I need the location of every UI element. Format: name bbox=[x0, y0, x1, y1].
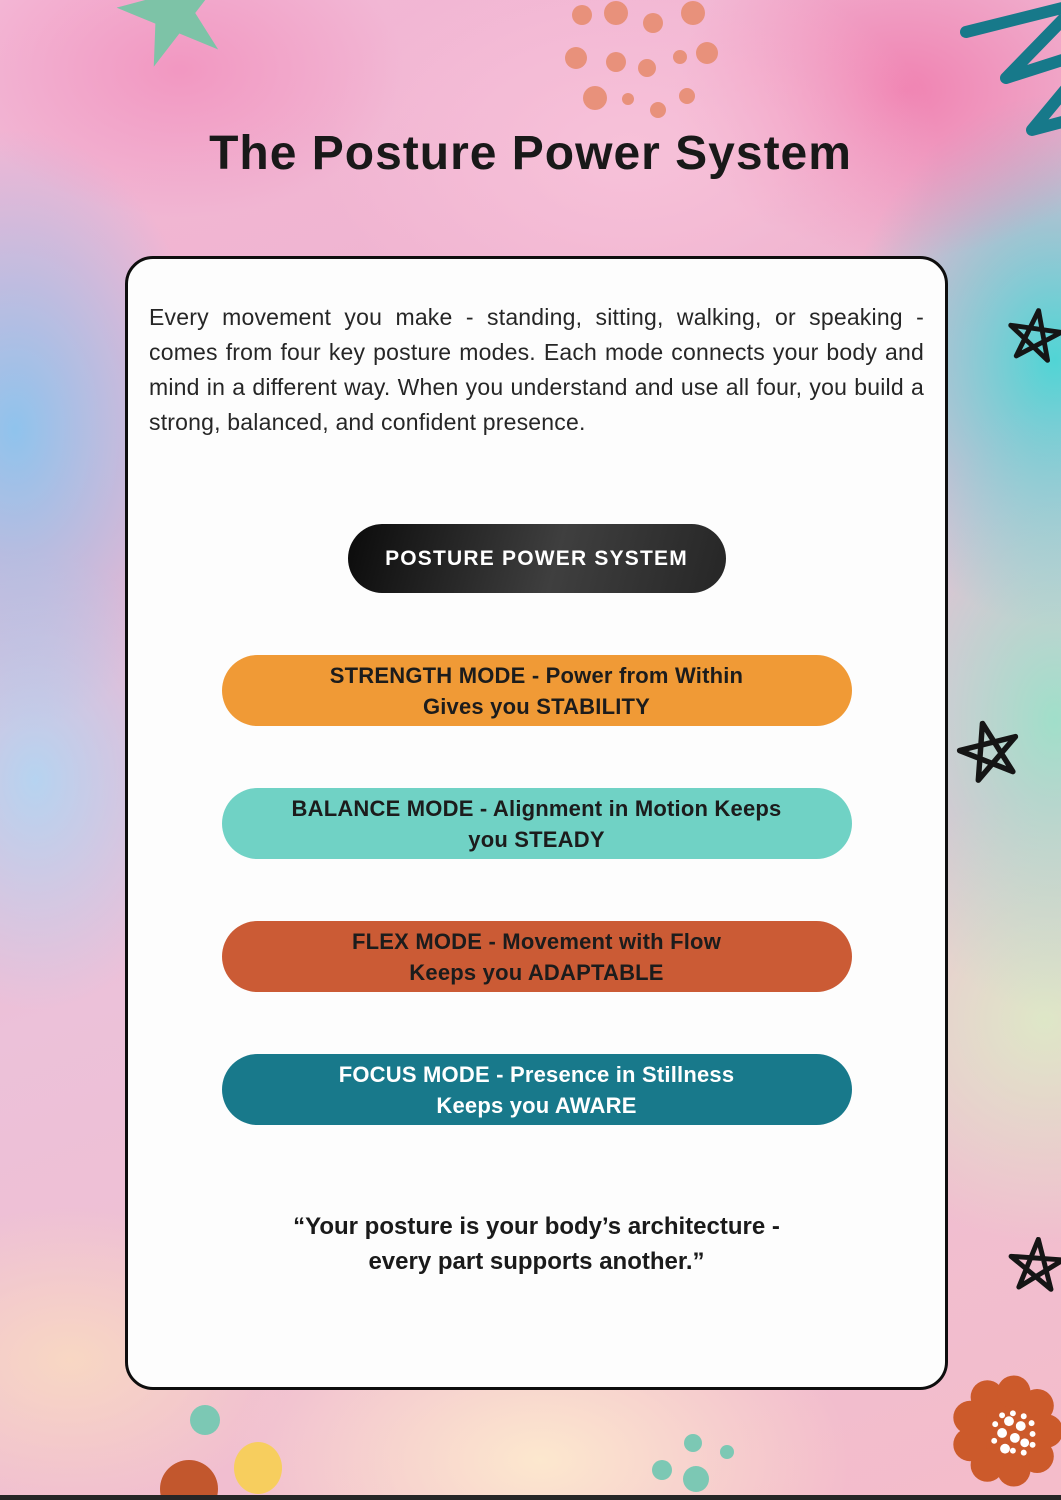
header-pill-label: POSTURE POWER SYSTEM bbox=[385, 546, 688, 570]
coral-dots-cluster-icon bbox=[560, 0, 730, 125]
mode-line2: Keeps you ADAPTABLE bbox=[409, 959, 664, 985]
flower-icon bbox=[948, 1372, 1061, 1490]
page-title: The Posture Power System bbox=[209, 127, 852, 180]
header-pill bbox=[348, 524, 726, 593]
bottom-edge-bar bbox=[0, 1495, 1061, 1500]
pentagram-star-icon bbox=[1006, 1235, 1061, 1296]
intro-paragraph: Every movement you make - standing, sitting, walking, or speaking - comes from four key posture modes. Each mode connects your body and mind in a different way. When you understand and use all four, you build a strong, balanced, and confident presence. bbox=[149, 304, 924, 435]
quote-line1: “Your posture is your body’s architecture - bbox=[293, 1213, 780, 1240]
mode-pill-flex bbox=[222, 921, 852, 992]
pentagram-star-icon bbox=[951, 713, 1027, 789]
rust-circle-icon bbox=[160, 1460, 218, 1500]
content-card bbox=[125, 256, 948, 1390]
teal-circle-icon bbox=[190, 1405, 220, 1435]
quote-text bbox=[138, 1209, 935, 1279]
teal-dots-cluster-icon bbox=[648, 1430, 743, 1500]
mode-line1: FOCUS MODE - Presence in Stillness bbox=[338, 1061, 735, 1087]
mode-line2: Keeps you AWARE bbox=[436, 1092, 637, 1118]
mode-pill-strength bbox=[222, 655, 852, 726]
mode-line2: Gives you STABILITY bbox=[422, 693, 651, 719]
mode-pill-focus bbox=[222, 1054, 852, 1125]
mode-pill-balance bbox=[222, 788, 852, 859]
yellow-circle-icon bbox=[234, 1442, 282, 1494]
quote-line2: every part supports another.” bbox=[368, 1248, 705, 1275]
mode-line1: BALANCE MODE - Alignment in Motion Keeps bbox=[291, 795, 782, 821]
pentagram-star-icon bbox=[1003, 304, 1061, 367]
teal-star-icon bbox=[106, 0, 238, 72]
mode-line2: you STEADY bbox=[468, 826, 605, 852]
mode-line1: FLEX MODE - Movement with Flow bbox=[352, 928, 721, 954]
mode-line1: STRENGTH MODE - Power from Within bbox=[329, 662, 744, 688]
